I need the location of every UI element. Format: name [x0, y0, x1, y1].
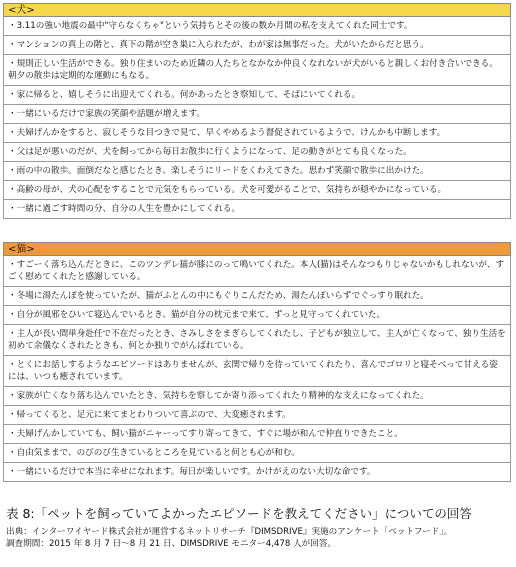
source-note [6, 526, 452, 550]
cat-episode-row: ・すごーく落ち込んだときに、このツンデレ猫が膝にのって鳴いてくれた。本人(猫)はそんなつもりじゃないかもしれないが、すごく慰めてくれたと感謝している。 [3, 256, 511, 287]
dog-episode-row: ・3.11の強い地震の最中"守らなくちゃ"という気持ちとその後の数か月間の私を支えてくれた同士です。 [3, 17, 511, 36]
dog-episode-row: ・家に帰ると、嬉しそうに出迎えてくれる。何かあったとき察知して、そばにいてくれる。 [3, 86, 511, 105]
cat-episode-row: ・夫婦げんかしていても、飼い猫がニャーってすり寄ってきて、すぐに場が和んで仲直りできたこと。 [3, 425, 511, 444]
dog-episode-row: ・高齢の母が、犬の心配をすることで元気をもらっている。犬を可愛がることで、気持ちが穏やかになっている。 [3, 181, 511, 200]
cat-table [3, 242, 511, 482]
dog-table [3, 3, 511, 219]
source-line: 出典：インターワイヤード株式会社が運営するネットリサーチ『DIMSDRIVE』実施のアンケート「ペットフード」。 [6, 527, 453, 537]
cat-episode-row: ・自分が風邪をひいて寝込んでいるとき、猫が自分の枕元まで来て、ずっと見守ってくれていた。 [3, 306, 511, 325]
dog-table-header: <犬> [3, 3, 511, 17]
dog-episode-row: ・一緒に過ごす時間の分、自分の人生を豊かにしてくれる。 [3, 200, 511, 219]
cat-episode-row: ・自由気ままで、のびのび生きているところを見ていると何とも心が和む。 [3, 444, 511, 463]
dog-episode-row: ・夫婦げんかをすると、寂しそうな目つきで見て、早くやめるよう督促されているようで、けんかも中断します。 [3, 124, 511, 143]
table-caption: 表 8:「ペットを飼っていてよかったエピソードを教えてください」についての回答 [6, 506, 472, 521]
dog-episode-row: ・一緒にいるだけで家族の笑顔や話題が増えます。 [3, 105, 511, 124]
dog-episode-row: ・父は足が悪いのだが、犬を飼ってから毎日お散歩に行くようになって、足の動きがとても良くなった。 [3, 143, 511, 162]
cat-episode-row: ・帰ってくると、足元に来てまとわりついて喜ぶので、大変癒されます。 [3, 406, 511, 425]
cat-episode-row: ・家族が亡くなり落ち込んでいたとき、気持ちを察してか寄り添ってくれたり精神的な支えになってくれた。 [3, 387, 511, 406]
cat-episode-row: ・一緒にいるだけで本当に幸せになれます。毎日が楽しいです。かけがえのない大切な命です。 [3, 463, 511, 482]
survey-period-line: 調査期間：2015 年 8 月 7 日～8 月 21 日、DIMSDRIVE モニター4,478 人が回答。 [6, 539, 337, 549]
dog-episode-row: ・雨の中の散歩。面倒だなと感じたとき、楽しそうにリードをくわえてきた。思わず笑顔で散歩に出かけた。 [3, 162, 511, 181]
cat-episode-row: ・主人が長い間単身赴任で不在だったとき、さみしさをまぎらしてくれたし、子どもが独立して、主人が亡くなって、独り生活を初めて余儀なくされたときも、何とか独りでがんばれている。 [3, 325, 511, 356]
dog-episode-row: ・マンションの真上の階と、真下の階が空き巣に入られたが、わが家は無事だった。犬がいたからだと思う。 [3, 36, 511, 55]
dog-episode-row: ・規則正しい生活ができる。独り住まいのため近隣の人たちとなかなか仲良くなれないが犬がいると親しくお付き合いできる。朝夕の散歩は定期的な運動にもなる。 [3, 55, 511, 86]
cat-episode-row: ・冬場に湯たんぽを使っていたが、猫がふとんの中にもぐりこんだため、湯たんぽいらずでぐっすり眠れた。 [3, 287, 511, 306]
cat-table-header: <猫> [3, 242, 511, 256]
cat-episode-row: ・とくにお話しするようなエピソードはありませんが、玄関で帰りを待っていてくれたり、喜んでゴロリと寝そべって甘える姿には、いつも癒されています。 [3, 356, 511, 387]
